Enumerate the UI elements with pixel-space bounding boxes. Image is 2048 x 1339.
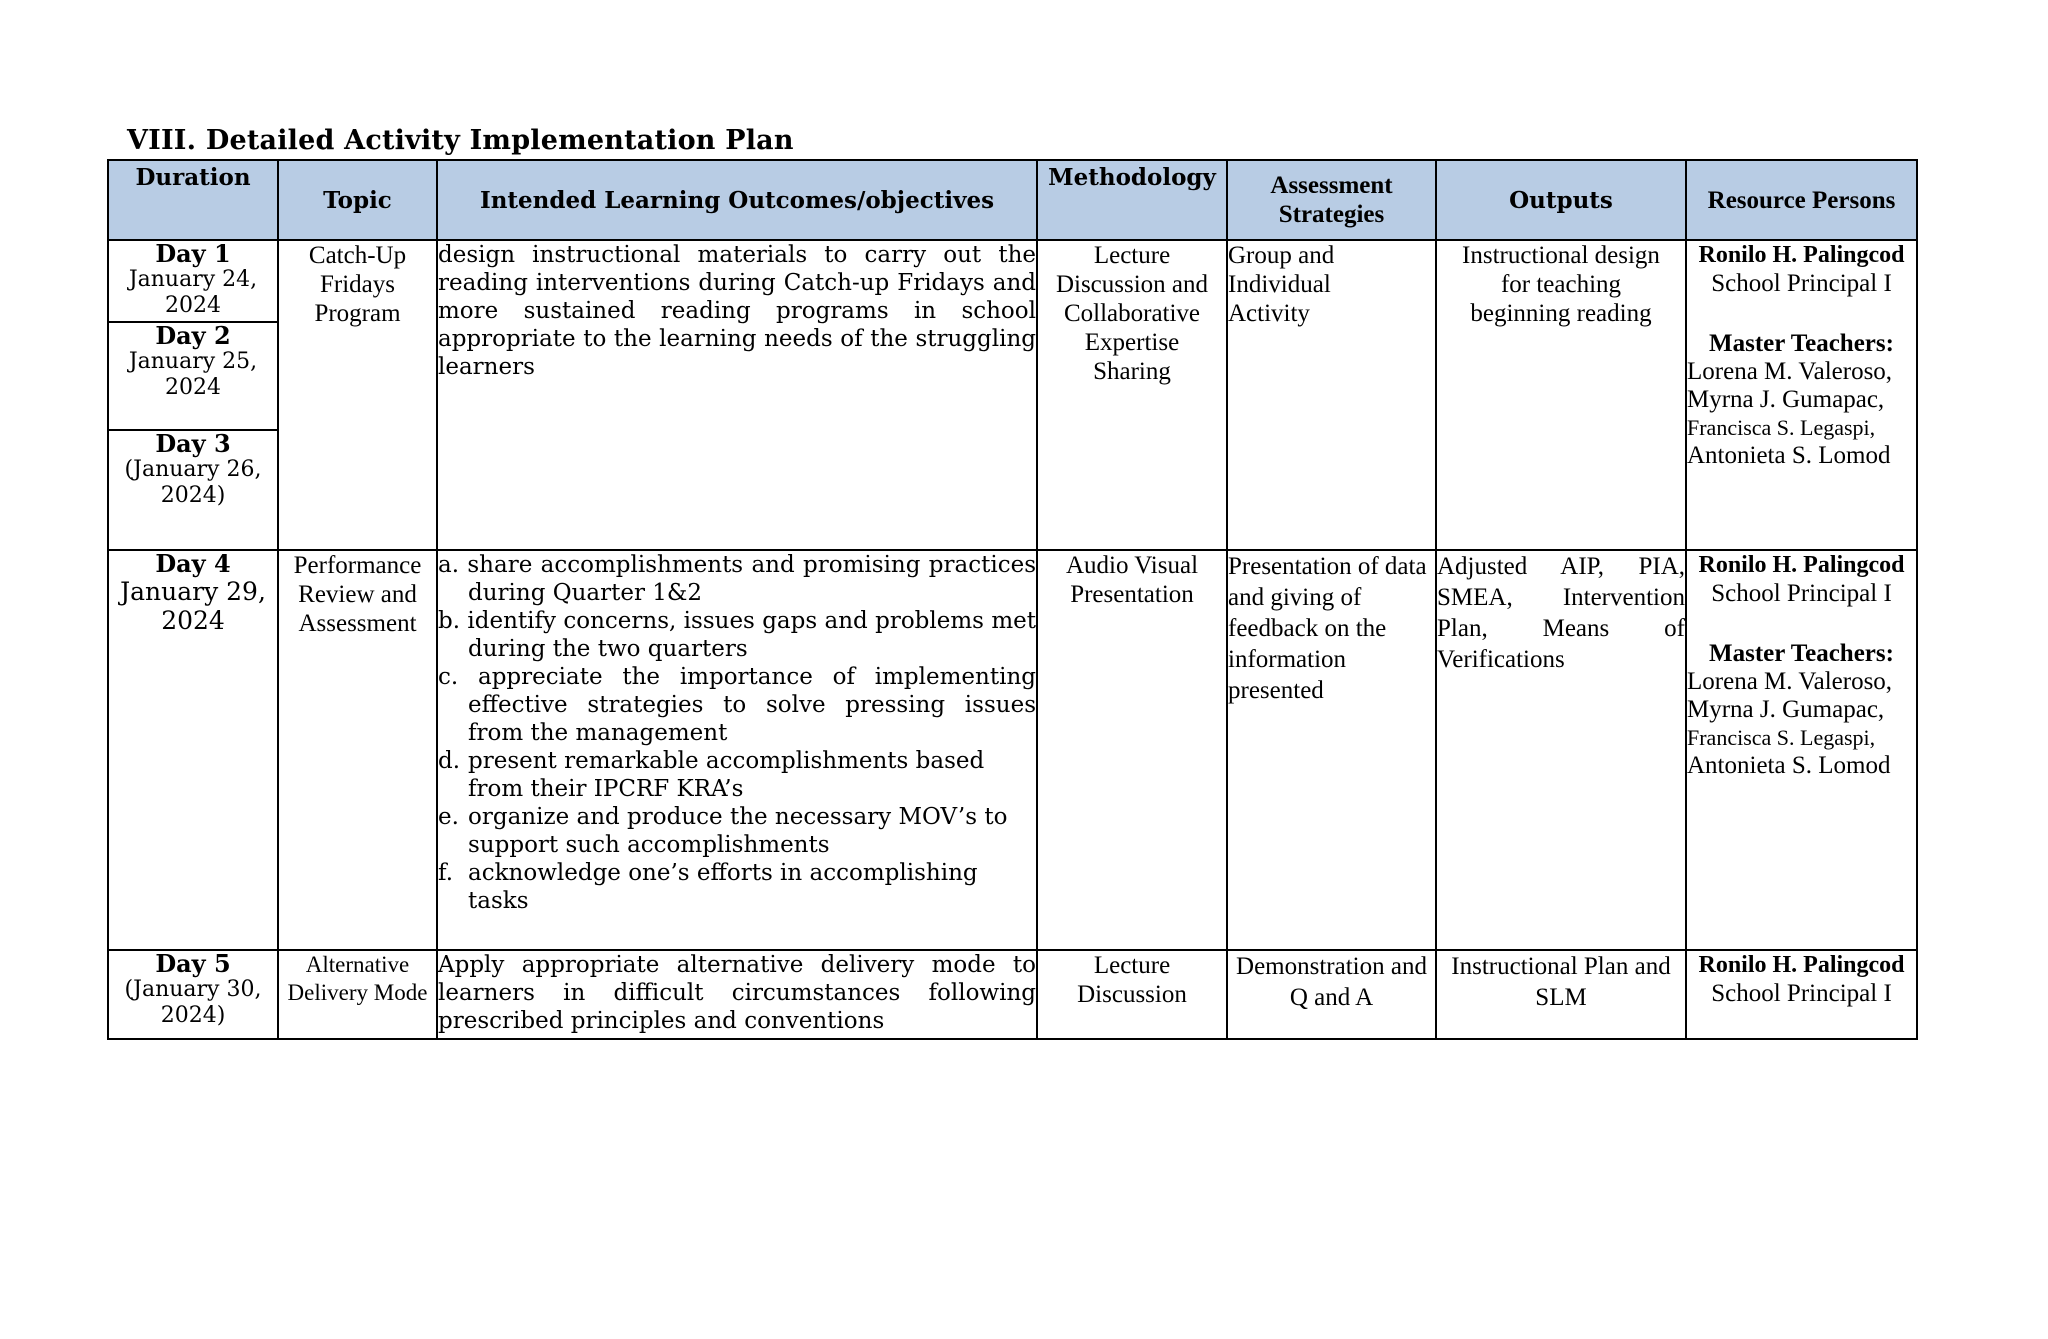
day-1-date-line2: 2024	[165, 293, 221, 318]
day-4-date-line1: January 29,	[120, 577, 266, 606]
assessment-cell	[1227, 240, 1436, 550]
day-1-date-line1: January 24,	[128, 267, 258, 292]
resource-persons-cell	[1686, 950, 1917, 1039]
master-teachers-label: Master Teachers:	[1709, 640, 1894, 667]
topic-cell	[278, 550, 437, 950]
day-4-date-line2: 2024	[161, 606, 225, 635]
methodology-cell	[1037, 550, 1227, 950]
master-teacher-name: Lorena M. Valeroso,	[1687, 358, 1893, 385]
topic-cell	[278, 240, 437, 550]
outputs-cell	[1436, 240, 1686, 550]
topic-line: Review and	[298, 581, 417, 608]
objective-letter: f.	[438, 860, 454, 886]
header-topic: Topic	[278, 160, 437, 240]
duration-cell-days-1-3	[108, 240, 278, 550]
topic-line: Performance	[293, 552, 422, 579]
assessment-line: Group and	[1228, 242, 1335, 269]
day-2-date-line2: 2024	[165, 375, 221, 400]
day-3-date-line2: 2024)	[160, 483, 226, 508]
resource-person-title: School Principal I	[1711, 580, 1892, 607]
objective-text: present remarkable accomplishments based from their IPCRF KRA’s	[468, 748, 985, 802]
topic-line: Catch-Up	[308, 242, 407, 269]
master-teacher-name: Francisca S. Legaspi,	[1687, 415, 1876, 440]
methodology-line: Discussion and	[1055, 271, 1209, 298]
master-teacher-name: Lorena M. Valeroso,	[1687, 668, 1893, 695]
day-4-label: Day 4	[155, 549, 231, 578]
objective-letter: a.	[438, 552, 460, 578]
assessment-cell	[1227, 550, 1436, 950]
day-5-date-line2: 2024)	[160, 1003, 226, 1028]
header-resource-persons-label: Resource Persons	[1707, 186, 1896, 214]
methodology-line: Discussion	[1077, 981, 1187, 1008]
assessment-text: Presentation of data and giving of feedback on the information presented	[1228, 553, 1427, 704]
assessment-line: Q and A	[1289, 984, 1374, 1011]
topic-cell	[278, 950, 437, 1039]
header-assessment	[1227, 160, 1436, 240]
header-assessment-line1: Assessment	[1270, 172, 1393, 199]
day-1-label: Day 1	[155, 239, 231, 268]
topic-line: Assessment	[298, 610, 417, 637]
master-teacher-name: Antonieta S. Lomod	[1687, 752, 1891, 779]
outputs-line: Instructional design	[1462, 242, 1660, 269]
table-row	[108, 950, 1917, 1039]
resource-person-title: School Principal I	[1711, 270, 1892, 297]
duration-cell-day-5	[108, 950, 278, 1039]
master-teacher-name: Myrna J. Gumapac,	[1687, 386, 1885, 413]
methodology-line: Expertise	[1084, 329, 1180, 356]
methodology-line: Audio Visual	[1065, 552, 1199, 579]
assessment-line: Individual	[1228, 271, 1331, 298]
master-teacher-name: Francisca S. Legaspi,	[1687, 725, 1876, 750]
objective-letter: d.	[438, 748, 461, 774]
table-row	[108, 240, 1917, 550]
topic-line: Fridays	[320, 271, 395, 298]
master-teacher-name: Myrna J. Gumapac,	[1687, 696, 1885, 723]
outputs-text: Adjusted AIP, PIA, SMEA, Intervention Plan, Means of Verifications	[1437, 553, 1685, 673]
objective-text: share accomplishments and promising practices during Quarter 1&2	[467, 552, 1036, 606]
outputs-cell	[1436, 950, 1686, 1039]
methodology-cell	[1037, 240, 1227, 550]
outputs-cell	[1436, 550, 1686, 950]
assessment-line: Demonstration and	[1236, 953, 1427, 980]
table-row	[108, 550, 1917, 950]
header-outputs: Outputs	[1436, 160, 1686, 240]
duration-cell-day-4	[108, 550, 278, 950]
resource-person-name: Ronilo H. Palingcod	[1698, 552, 1905, 578]
list-item	[438, 859, 1036, 915]
objectives-cell	[437, 550, 1037, 950]
resource-person-name: Ronilo H. Palingcod	[1698, 242, 1905, 268]
resource-person-name: Ronilo H. Palingcod	[1698, 952, 1905, 978]
list-item	[438, 551, 1036, 607]
outputs-line: for teaching	[1500, 271, 1622, 298]
methodology-cell	[1037, 950, 1227, 1039]
header-methodology: Methodology	[1037, 160, 1227, 240]
objective-text: Apply appropriate alternative delivery mode to learners in difficult circumstances following prescribed principles and conventions	[438, 952, 1036, 1034]
resource-persons-cell	[1686, 550, 1917, 950]
outputs-line: SLM	[1535, 984, 1587, 1011]
header-objectives: Intended Learning Outcomes/objectives	[437, 160, 1037, 240]
day-2-block	[109, 323, 277, 431]
objectives-cell	[437, 950, 1037, 1039]
methodology-line: Collaborative	[1063, 300, 1201, 327]
outputs-line: Instructional Plan and	[1451, 953, 1671, 980]
assessment-line: Activity	[1228, 300, 1310, 327]
day-3-block	[109, 431, 277, 509]
methodology-line: Sharing	[1093, 358, 1171, 385]
day-2-label: Day 2	[155, 321, 231, 350]
objective-text: acknowledge one’s efforts in accomplishing tasks	[468, 860, 978, 914]
list-item	[438, 663, 1036, 747]
objective-text: organize and produce the necessary MOV’s to support such accomplishments	[468, 804, 1008, 858]
objective-letter: e.	[438, 804, 459, 830]
header-assessment-line2: Strategies	[1278, 201, 1385, 228]
resource-persons-cell	[1686, 240, 1917, 550]
methodology-line: Presentation	[1070, 581, 1194, 608]
objective-letter: c.	[438, 664, 459, 690]
objectives-cell	[437, 240, 1037, 550]
topic-line: Delivery Mode	[287, 980, 428, 1005]
methodology-line: Lecture	[1093, 952, 1171, 979]
objective-letter: b.	[438, 608, 461, 634]
objective-text: identify concerns, issues gaps and problems met during the two quarters	[467, 608, 1036, 662]
master-teacher-name: Antonieta S. Lomod	[1687, 442, 1891, 469]
resource-person-title: School Principal I	[1711, 980, 1892, 1007]
day-3-label: Day 3	[155, 429, 231, 458]
topic-line: Program	[314, 300, 401, 327]
list-item	[438, 747, 1036, 803]
assessment-cell	[1227, 950, 1436, 1039]
header-resource-persons	[1686, 160, 1917, 240]
activity-plan-table	[107, 159, 1918, 1040]
list-item	[438, 803, 1036, 859]
outputs-line: beginning reading	[1470, 300, 1652, 327]
section-title: VIII. Detailed Activity Implementation Plan	[127, 125, 794, 156]
objective-text: design instructional materials to carry out the reading interventions during Catch-up Fridays and more sustained reading programs in school appropriate to the learning needs of the struggling learners	[438, 242, 1036, 380]
table-header-row	[108, 160, 1917, 240]
day-2-date-line1: January 25,	[128, 349, 258, 374]
objective-text: appreciate the importance of implementing effective strategies to solve pressing issues from the management	[468, 664, 1036, 746]
day-3-date-line1: (January 26,	[124, 457, 262, 482]
master-teachers-label: Master Teachers:	[1709, 330, 1894, 357]
methodology-line: Lecture	[1093, 242, 1171, 269]
topic-line: Alternative	[305, 952, 410, 977]
header-duration: Duration	[108, 160, 278, 240]
day-1-block	[109, 241, 277, 323]
day-5-label: Day 5	[155, 949, 231, 978]
objectives-list	[438, 551, 1036, 915]
day-5-date-line1: (January 30,	[124, 977, 262, 1002]
list-item	[438, 607, 1036, 663]
